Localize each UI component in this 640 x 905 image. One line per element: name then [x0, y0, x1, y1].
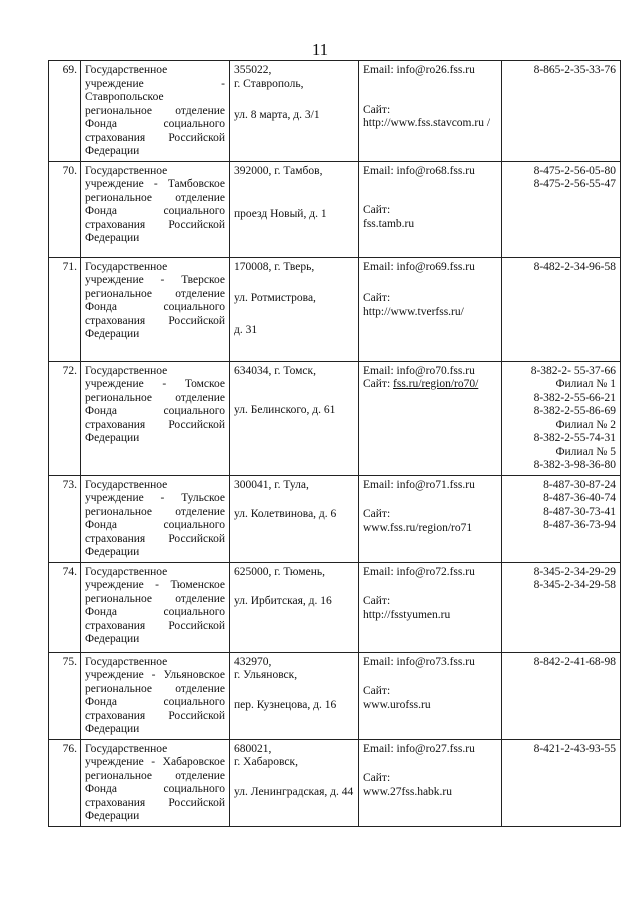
- email-text: Email: info@ro72.fss.ru: [363, 565, 475, 578]
- phone-cell: [502, 475, 621, 562]
- phone-line: 8-382-2-55-86-69: [533, 405, 616, 417]
- site-label: Сайт:: [363, 103, 391, 116]
- address-cell: [230, 61, 359, 162]
- table-row: [49, 257, 621, 361]
- address-line-3: ул. 8 марта, д. 3/1: [234, 109, 320, 121]
- site-label: Сайт:: [363, 595, 391, 607]
- phone-line: 8-475-2-56-05-80: [533, 164, 616, 177]
- address-cell: [230, 161, 359, 257]
- address-cell: [230, 257, 359, 361]
- phone-line: 8-482-2-34-96-58: [533, 260, 616, 273]
- address-cell: [230, 475, 359, 562]
- phone-cell: [502, 562, 621, 652]
- phone-line: 8-345-2-34-29-58: [533, 579, 616, 591]
- organization-name: [81, 739, 230, 826]
- address-line-2: ул. Ротмистрова,: [234, 292, 316, 304]
- address-line-2: г. Хабаровск,: [234, 756, 298, 768]
- address-line-3: ул. Ленинградская, д. 44: [234, 785, 354, 798]
- site-label: Сайт:: [363, 772, 391, 784]
- phone-line: Филиал № 2: [555, 418, 616, 431]
- contact-web-cell: [359, 652, 502, 739]
- organization-text: Государственное учреждение - Хабаровское региональное отделение Фонда социального страхования Российской Федерации: [85, 742, 225, 822]
- phone-line: Филиал № 1: [555, 378, 616, 390]
- table-row: [49, 562, 621, 652]
- row-number: 74.: [49, 562, 81, 652]
- address-line-2: г. Ульяновск,: [234, 669, 298, 681]
- email-text: Email: info@ro68.fss.ru: [363, 164, 475, 177]
- row-number: 69.: [49, 61, 81, 162]
- row-number: 73.: [49, 475, 81, 562]
- organization-name: [81, 475, 230, 562]
- phone-line: Филиал № 5: [555, 445, 616, 458]
- table-row: [49, 61, 621, 162]
- site-link[interactable]: http://fsstyumen.ru: [363, 608, 451, 621]
- site-label: Сайт:: [363, 508, 391, 520]
- site-label: Сайт:: [363, 685, 391, 697]
- site-label: Сайт:: [363, 204, 391, 216]
- contact-web-cell: [359, 361, 502, 475]
- organization-text: Государственное учреждение - Томское региональное отделение Фонда социального страхования Российской Федерации: [85, 364, 225, 444]
- phone-line: 8-345-2-34-29-29: [533, 565, 616, 578]
- address-line-1: 170008, г. Тверь,: [234, 260, 315, 273]
- address-line-3: ул. Белинского, д. 61: [234, 404, 336, 416]
- phone-line: 8-865-2-35-33-76: [533, 64, 616, 76]
- organization-text: Государственное учреждение - Ставропольское региональное отделение Фонда социального страхования Российской Федерации: [85, 64, 225, 157]
- organization-name: [81, 652, 230, 739]
- address-line-3: ул. Ирбитская, д. 16: [234, 595, 332, 607]
- address-cell: [230, 562, 359, 652]
- contact-web-cell: [359, 257, 502, 361]
- organization-name: [81, 361, 230, 475]
- table-row: [49, 475, 621, 562]
- address-cell: [230, 739, 359, 826]
- organization-name: [81, 562, 230, 652]
- address-line-3: д. 31: [234, 323, 258, 336]
- row-number: 70.: [49, 161, 81, 257]
- row-number: 76.: [49, 739, 81, 826]
- email-text: Email: info@ro73.fss.ru: [363, 655, 475, 668]
- phone-line: 8-382-2- 55-37-66: [530, 364, 616, 377]
- organization-name: [81, 257, 230, 361]
- phone-line: 8-382-3-98-36-80: [533, 459, 616, 471]
- address-line-3: пер. Кузнецова, д. 16: [234, 698, 337, 711]
- organization-name: [81, 61, 230, 162]
- contact-web-cell: [359, 475, 502, 562]
- row-number: 72.: [49, 361, 81, 475]
- site-link[interactable]: fss.tamb.ru: [363, 217, 415, 230]
- phone-line: 8-421-2-43-93-55: [533, 742, 616, 755]
- phone-line: 8-487-30-73-41: [543, 505, 616, 518]
- site-link[interactable]: fss.ru/region/ro70/: [393, 378, 479, 390]
- address-line-1: 355022,: [234, 64, 272, 76]
- row-number: 75.: [49, 652, 81, 739]
- contact-web-cell: [359, 161, 502, 257]
- address-line-1: 300041, г. Тула,: [234, 478, 309, 491]
- page-number: 11: [311, 40, 329, 59]
- site-link[interactable]: www.27fss.habk.ru: [363, 785, 453, 798]
- table-row: [49, 739, 621, 826]
- email-text: Email: info@ro27.fss.ru: [363, 742, 475, 755]
- phone-cell: [502, 257, 621, 361]
- address-line-1: 625000, г. Тюмень,: [234, 565, 325, 578]
- address-cell: [230, 652, 359, 739]
- contact-web-cell: [359, 61, 502, 162]
- email-text: Email: info@ro71.fss.ru: [363, 478, 475, 491]
- email-text: Email: info@ro70.fss.ru: [363, 364, 475, 377]
- site-label: Сайт:: [363, 292, 391, 304]
- phone-cell: [502, 361, 621, 475]
- address-line-1: 634034, г. Томск,: [234, 364, 316, 377]
- phone-cell: [502, 61, 621, 162]
- table-row: [49, 361, 621, 475]
- address-line-1: 432970,: [234, 655, 272, 668]
- organization-text: Государственное учреждение - Ульяновское региональное отделение Фонда социального страхования Российской Федерации: [85, 655, 225, 735]
- phone-cell: [502, 652, 621, 739]
- organization-name: [81, 161, 230, 257]
- organization-text: Государственное учреждение - Тверское региональное отделение Фонда социального страхования Российской Федерации: [85, 260, 225, 340]
- row-number: 71.: [49, 257, 81, 361]
- organization-text: Государственное учреждение - Тюменское региональное отделение Фонда социального страхования Российской Федерации: [85, 565, 225, 645]
- site-link[interactable]: www.fss.ru/region/ro71: [363, 521, 473, 534]
- phone-line: 8-487-36-40-74: [543, 492, 616, 504]
- address-line-1: 392000, г. Тамбов,: [234, 164, 323, 177]
- phone-line: 8-487-30-87-24: [543, 478, 616, 491]
- phone-line: 8-487-36-73-94: [543, 519, 616, 531]
- address-line-2: г. Ставрополь,: [234, 77, 304, 90]
- phone-cell: [502, 161, 621, 257]
- site-label: Сайт:: [363, 378, 391, 390]
- site-link[interactable]: www.urofss.ru: [363, 698, 431, 711]
- phone-line: 8-475-2-56-55-47: [533, 178, 616, 190]
- table-row: [49, 161, 621, 257]
- address-line-1: 680021,: [234, 742, 272, 755]
- address-cell: [230, 361, 359, 475]
- site-link[interactable]: http://www.fss.stavcom.ru /: [363, 117, 491, 129]
- email-text: Email: info@ro69.fss.ru: [363, 260, 475, 273]
- contact-web-cell: [359, 562, 502, 652]
- contact-web-cell: [359, 739, 502, 826]
- address-line-3: проезд Новый, д. 1: [234, 208, 327, 220]
- phone-line: 8-842-2-41-68-98: [533, 655, 616, 668]
- contacts-table: [48, 60, 621, 827]
- site-link[interactable]: http://www.tverfss.ru/: [363, 305, 464, 318]
- address-line-3: ул. Колетвинова, д. 6: [234, 508, 337, 520]
- organization-text: Государственное учреждение - Тамбовское региональное отделение Фонда социального страхования Российской Федерации: [85, 164, 225, 244]
- table-row: [49, 652, 621, 739]
- phone-cell: [502, 739, 621, 826]
- phone-line: 8-382-2-55-74-31: [533, 432, 616, 444]
- email-text: Email: info@ro26.fss.ru: [363, 64, 475, 76]
- phone-line: 8-382-2-55-66-21: [533, 391, 616, 404]
- organization-text: Государственное учреждение - Тульское региональное отделение Фонда социального страхования Российской Федерации: [85, 478, 225, 558]
